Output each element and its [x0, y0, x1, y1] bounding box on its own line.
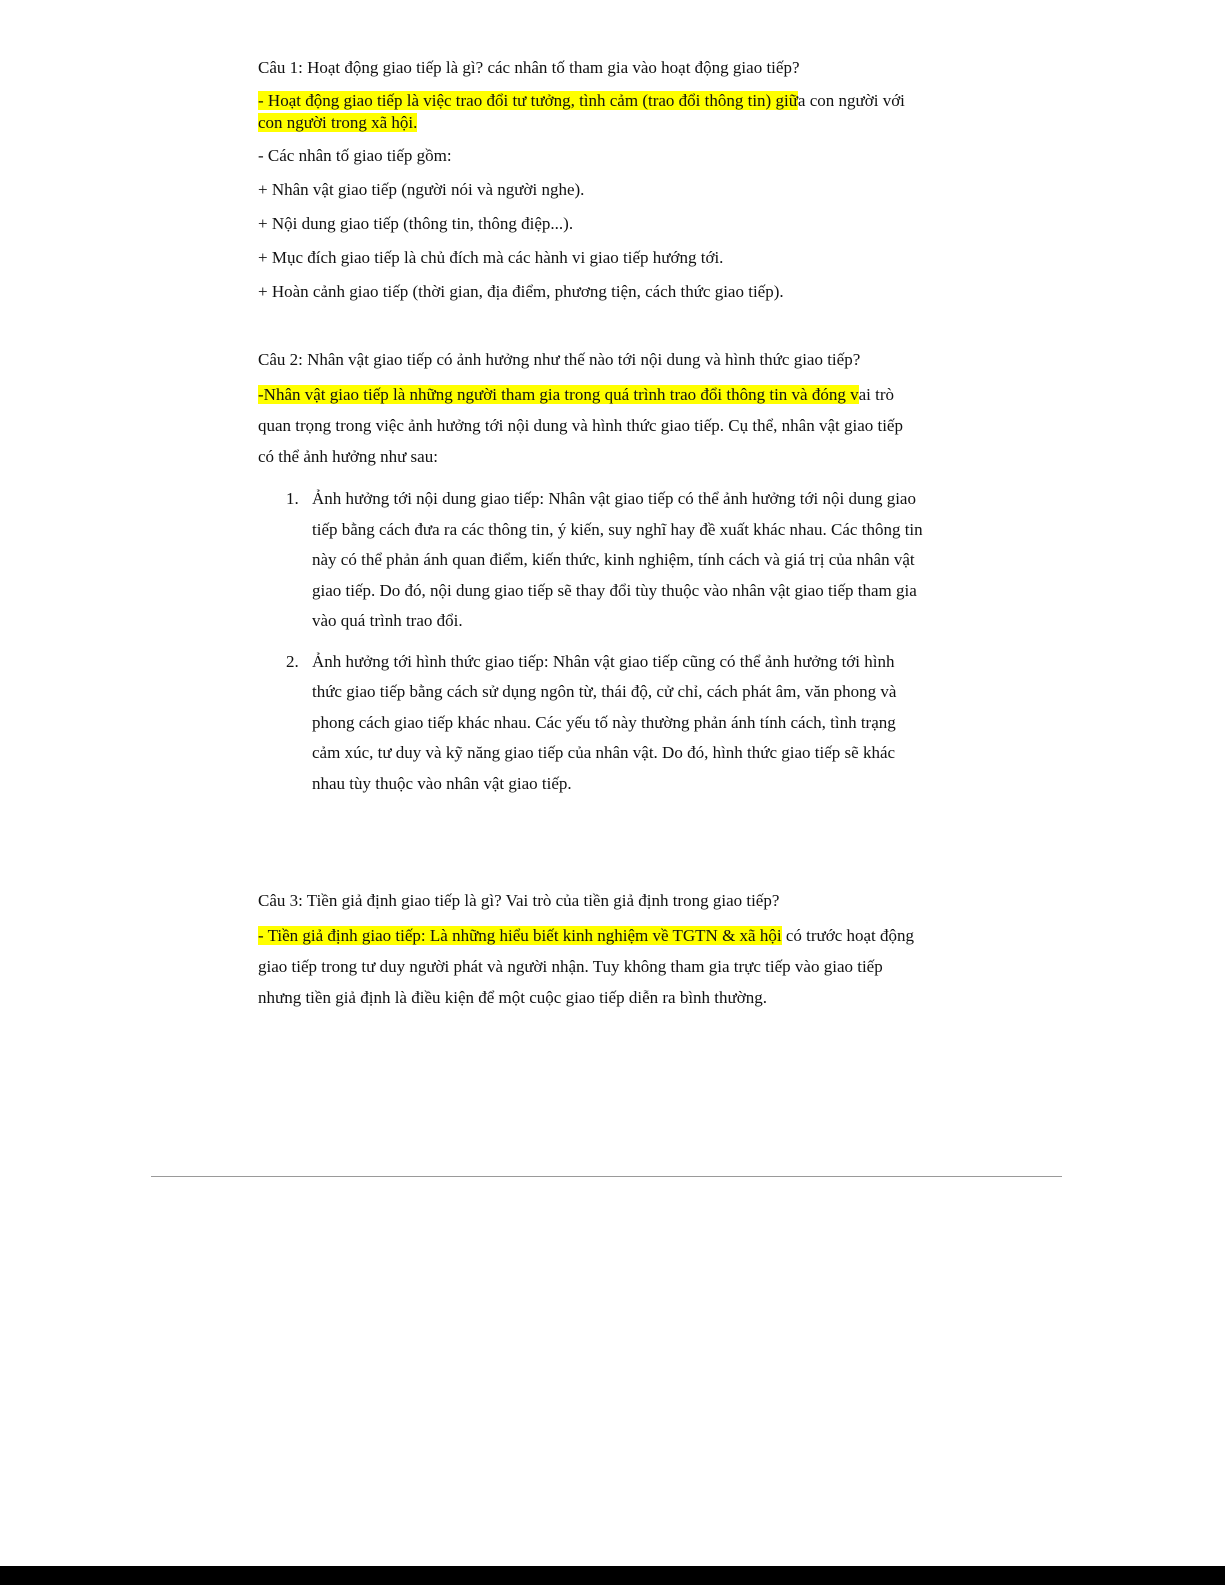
q1-factors-title: - Các nhân tố giao tiếp gồm: — [258, 146, 452, 165]
q2-item2-line1: Ảnh hưởng tới hình thức giao tiếp: Nhân vật giao tiếp cũng có thể ảnh hưởng tới hình — [312, 651, 895, 671]
q2-item2-line4: cảm xúc, tư duy và kỹ năng giao tiếp của nhân vật. Do đó, hình thức giao tiếp sẽ khác — [312, 743, 896, 762]
q1-answer-line1 — [258, 90, 958, 112]
q3-def-line1 — [258, 920, 958, 951]
q1-answer-line2 — [258, 112, 958, 134]
q2-intro-line3: có thể ảnh hưởng như sau: — [258, 447, 438, 466]
document-body — [258, 56, 958, 1013]
q2-item1-line1: Ảnh hưởng tới nội dung giao tiếp: Nhân vật giao tiếp có thể ảnh hưởng tới nội dung giao — [312, 489, 916, 508]
page-divider — [151, 1176, 1062, 1177]
q2-item2-line3: phong cách giao tiếp khác nhau. Các yếu tố này thường phản ánh tính cách, tình trạng — [312, 712, 896, 732]
q1-factor-1: + Nhân vật giao tiếp (người nói và người nghe). — [258, 180, 585, 199]
q3-def-rest: có trước hoạt động — [781, 926, 915, 945]
q2-list-item-2 — [258, 647, 958, 800]
q2-intro-highlight: -Nhân vật giao tiếp là những người tham gia trong quá trình trao đổi thông tin và đóng v — [258, 385, 859, 404]
q2-item1-line3: này có thể phản ánh quan điểm, kiến thức, kinh nghiệm, tính cách và giá trị của nhân vật — [312, 550, 915, 569]
q1-factor-4: + Hoàn cảnh giao tiếp (thời gian, địa điểm, phương tiện, cách thức giao tiếp). — [258, 282, 784, 301]
q1-answer-highlight-b: con người trong xã hội. — [258, 113, 418, 132]
q2-item1-line5: vào quá trình trao đổi. — [312, 611, 463, 630]
q2-list-number-2: 2. — [286, 651, 299, 671]
q3-question: Câu 3: Tiền giả định giao tiếp là gì? Vai trò của tiền giả định trong giao tiếp? — [258, 891, 780, 910]
q2-item2-line2: thức giao tiếp bằng cách sử dụng ngôn từ, thái độ, cử chỉ, cách phát âm, văn phong và — [312, 682, 897, 701]
q1-factor-2: + Nội dung giao tiếp (thông tin, thông điệp...). — [258, 214, 574, 233]
q2-question: Câu 2: Nhân vật giao tiếp có ảnh hưởng như thế nào tới nội dung và hình thức giao tiếp? — [258, 350, 861, 369]
bottom-bar — [0, 1566, 1225, 1585]
q1-answer-rest-a: a con người với — [797, 91, 905, 110]
q2-intro-rest: ai trò — [858, 385, 894, 404]
q2-list-number-1: 1. — [286, 489, 299, 508]
q3-def-line3: nhưng tiền giả định là điều kiện để một cuộc giao tiếp diễn ra bình thường. — [258, 988, 767, 1007]
q1-factor-3: + Mục đích giao tiếp là chủ đích mà các hành vi giao tiếp hướng tới. — [258, 248, 724, 267]
q2-item2-line5: nhau tùy thuộc vào nhân vật giao tiếp. — [312, 773, 572, 793]
q1-answer-highlight-a: - Hoạt động giao tiếp là việc trao đổi tư tưởng, tình cảm (trao đổi thông tin) giữ — [258, 91, 798, 110]
q2-intro-line2: quan trọng trong việc ảnh hưởng tới nội dung và hình thức giao tiếp. Cụ thể, nhân vật giao tiếp — [258, 416, 903, 435]
q2-item1-line4: giao tiếp. Do đó, nội dung giao tiếp sẽ thay đổi tùy thuộc vào nhân vật giao tiếp tham gia — [312, 580, 917, 600]
q2-item1-line2: tiếp bằng cách đưa ra các thông tin, ý kiến, suy nghĩ hay đề xuất khác nhau. Các thông tin — [312, 519, 923, 539]
q3-def-highlight: - Tiền giả định giao tiếp: Là những hiểu biết kinh nghiệm về TGTN & xã hội — [258, 926, 782, 945]
q2-numbered-list — [258, 484, 958, 799]
q1-question: Câu 1: Hoạt động giao tiếp là gì? các nhân tố tham gia vào hoạt động giao tiếp? — [258, 58, 800, 77]
q2-intro-line1 — [258, 379, 958, 410]
q3-def-line2: giao tiếp trong tư duy người phát và người nhận. Tuy không tham gia trực tiếp vào giao tiếp — [258, 957, 883, 976]
q2-list-item-1 — [258, 484, 958, 637]
